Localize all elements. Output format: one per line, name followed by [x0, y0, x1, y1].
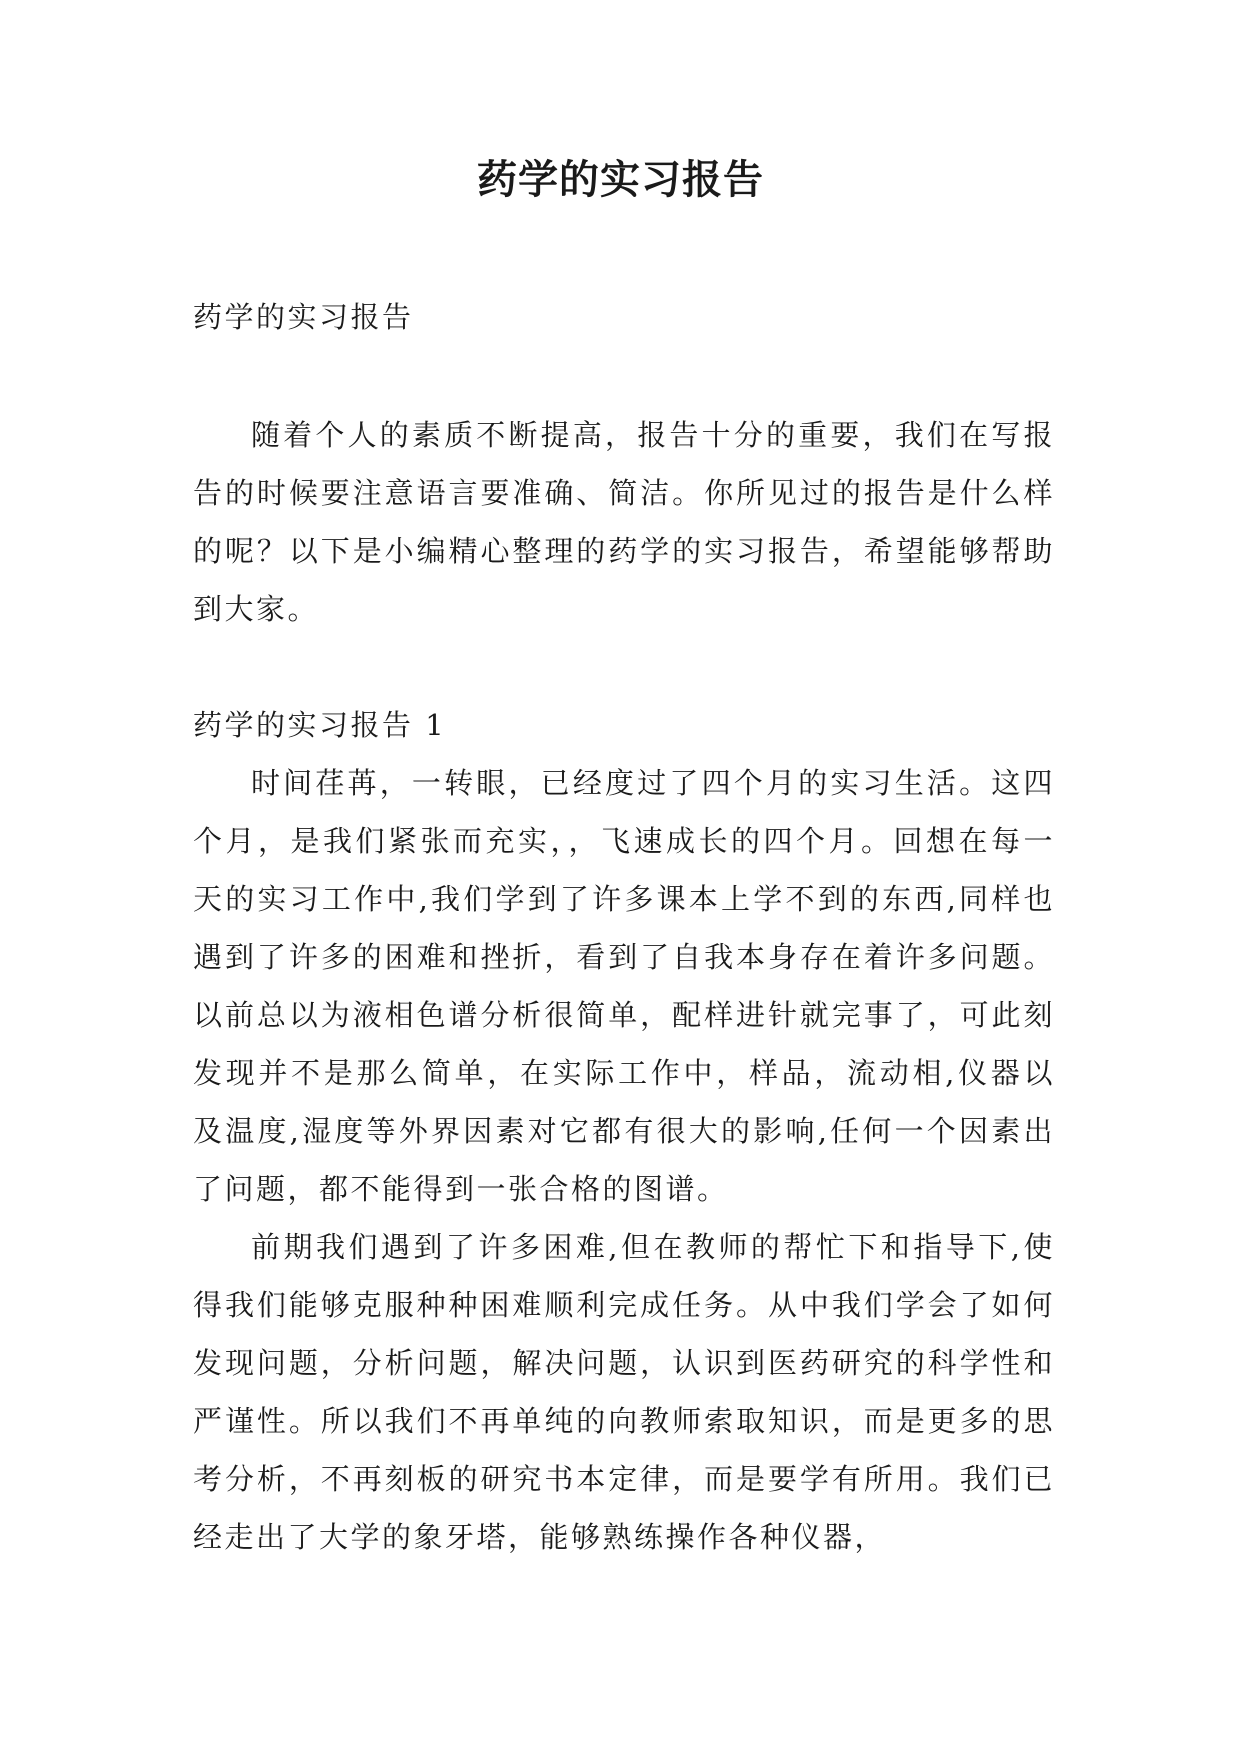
section-heading: 药学的实习报告 1	[193, 708, 447, 742]
section-1	[193, 696, 1055, 1566]
section-paragraph-1: 时间荏苒，一转眼，已经度过了四个月的实习生活。这四个月，是我们紧张而充实，，飞速成长的四个月。回想在每一天的实习工作中,我们学到了许多课本上学不到的东西,同样也遇到了许多的困难和挫折，看到了自我本身存在着许多问题。以前总以为液相色谱分析很简单，配样进针就完事了，可此刻发现并不是那么简单，在实际工作中，样品，流动相,仪器以及温度,湿度等外界因素对它都有很大的影响,任何一个因素出了问题，都不能得到一张合格的图谱。	[193, 766, 1055, 1206]
subtitle-text: 药学的实习报告	[193, 300, 414, 334]
section-paragraph-2: 前期我们遇到了许多困难,但在教师的帮忙下和指导下,使得我们能够克服种种困难顺利完成任务。从中我们学会了如何发现问题，分析问题，解决问题，认识到医药研究的科学性和严谨性。所以我们不再单纯的向教师索取知识，而是更多的思考分析，不再刻板的研究书本定律，而是要学有所用。我们已经走出了大学的象牙塔，能够熟练操作各种仪器，	[193, 1230, 1055, 1554]
document-subtitle	[193, 288, 1055, 346]
intro-paragraph: 随着个人的素质不断提高，报告十分的重要，我们在写报告的时候要注意语言要准确、简洁。你所见过的报告是什么样的呢？以下是小编精心整理的药学的实习报告，希望能够帮助到大家。	[193, 418, 1055, 626]
document-title: 药学的实习报告	[477, 156, 764, 203]
intro-block	[193, 406, 1055, 638]
